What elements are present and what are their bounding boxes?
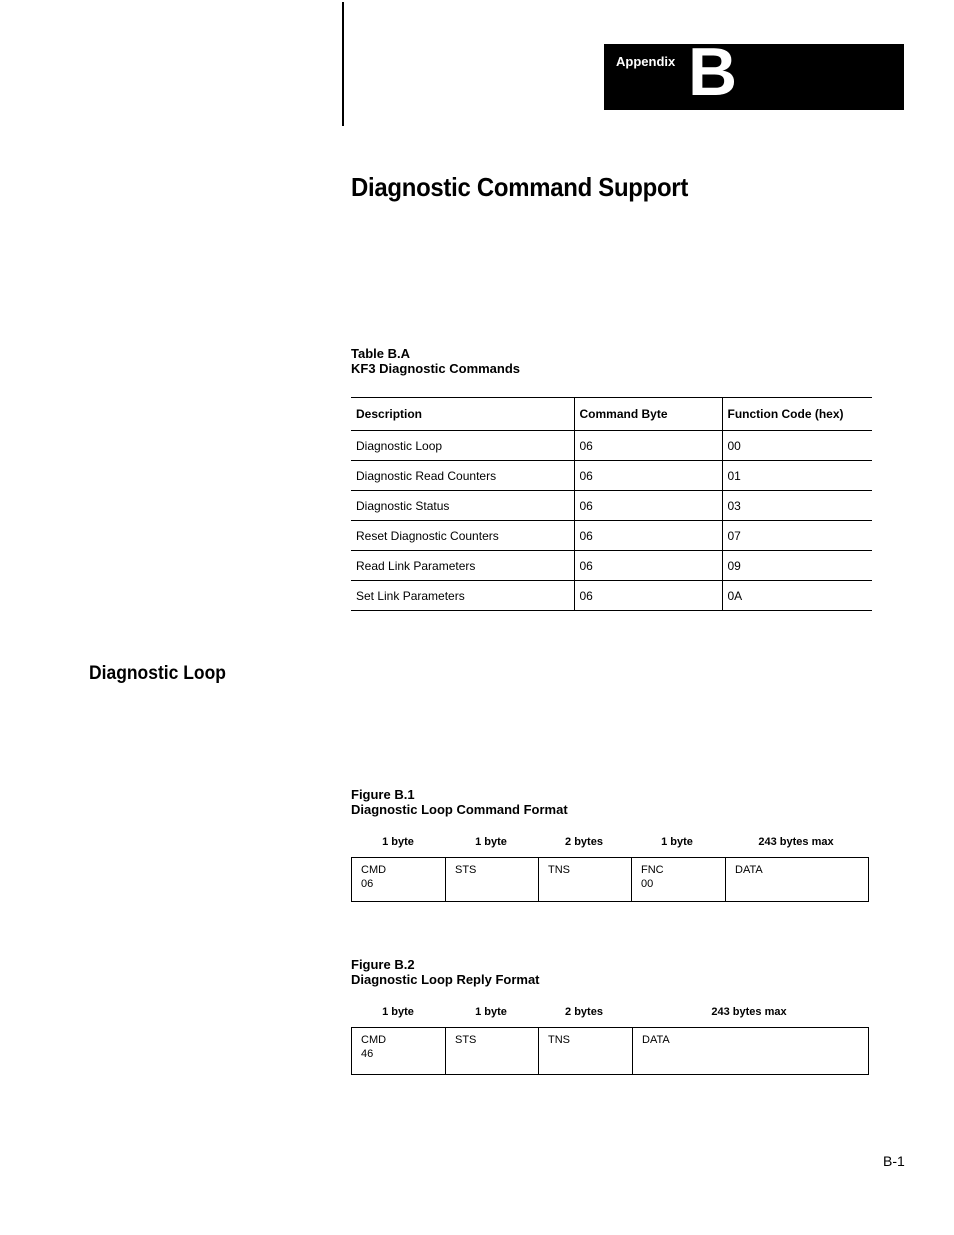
- header-function-code: Function Code (hex): [722, 398, 872, 431]
- cell-function-code: 07: [722, 521, 872, 551]
- field-name: STS: [455, 864, 477, 876]
- cell-command-byte: 06: [574, 551, 722, 581]
- field-cmd: [352, 858, 445, 901]
- size-label: 1 byte: [475, 1006, 507, 1018]
- size-label: 2 bytes: [565, 1006, 603, 1018]
- size-label: 243 bytes max: [758, 836, 834, 848]
- table-caption-title: KF3 Diagnostic Commands: [351, 361, 521, 376]
- cell-function-code: 01: [722, 461, 872, 491]
- appendix-label: Appendix: [616, 54, 676, 69]
- cell-description: Diagnostic Loop: [351, 431, 574, 461]
- kf3-diagnostic-commands-table: [351, 397, 872, 611]
- table-caption: [351, 346, 520, 376]
- cell-description: Diagnostic Read Counters: [351, 461, 574, 491]
- figure-1-caption: [351, 787, 568, 817]
- field-tns: [538, 858, 631, 901]
- cell-command-byte: 06: [574, 521, 722, 551]
- page-title: Diagnostic Command Support: [351, 172, 689, 202]
- field-tns: [538, 1028, 632, 1074]
- cell-function-code: 03: [722, 491, 872, 521]
- size-label: 1 byte: [382, 836, 414, 848]
- field-cmd: [352, 1028, 445, 1074]
- table-header-row: [351, 398, 872, 431]
- margin-rule: [342, 2, 344, 126]
- cell-command-byte: 06: [574, 491, 722, 521]
- field-name: CMD: [361, 864, 387, 876]
- size-label: 1 byte: [382, 1006, 414, 1018]
- size-label: 1 byte: [475, 836, 507, 848]
- cell-function-code: 09: [722, 551, 872, 581]
- cell-description: Reset Diagnostic Counters: [351, 521, 574, 551]
- field-fnc: [631, 858, 725, 901]
- cell-command-byte: 06: [574, 431, 722, 461]
- figure-1-caption-number: Figure B.1: [351, 787, 415, 802]
- appendix-letter: B: [688, 34, 738, 110]
- cell-function-code: 00: [722, 431, 872, 461]
- field-name: CMD: [361, 1034, 387, 1046]
- field-value: 06: [361, 878, 374, 890]
- size-label: 243 bytes max: [711, 1006, 787, 1018]
- table-row: [351, 491, 872, 521]
- field-data: [632, 1028, 868, 1074]
- table-row: [351, 581, 872, 611]
- field-name: TNS: [548, 1034, 570, 1046]
- table-caption-number: Table B.A: [351, 346, 410, 361]
- cell-description: Diagnostic Status: [351, 491, 574, 521]
- figure-2-caption-title: Diagnostic Loop Reply Format: [351, 972, 540, 987]
- section-heading: Diagnostic Loop: [89, 663, 226, 684]
- field-sts: [445, 858, 538, 901]
- figure-2-caption: [351, 957, 540, 987]
- field-value: 46: [361, 1048, 374, 1060]
- field-name: DATA: [642, 1034, 670, 1046]
- cell-description: Read Link Parameters: [351, 551, 574, 581]
- table-row: [351, 551, 872, 581]
- table-row: [351, 431, 872, 461]
- cell-description: Set Link Parameters: [351, 581, 574, 611]
- size-label: 2 bytes: [565, 836, 603, 848]
- field-name: DATA: [735, 864, 763, 876]
- page-number: B-1: [883, 1153, 905, 1169]
- field-name: STS: [455, 1034, 477, 1046]
- header-command-byte: Command Byte: [574, 398, 722, 431]
- figure-2-caption-number: Figure B.2: [351, 957, 415, 972]
- field-name: TNS: [548, 864, 570, 876]
- cell-command-byte: 06: [574, 581, 722, 611]
- field-data: [725, 858, 868, 901]
- figure-2-size-labels: [351, 1006, 869, 1020]
- field-value: 00: [641, 878, 654, 890]
- table-row: [351, 461, 872, 491]
- cell-function-code: 0A: [722, 581, 872, 611]
- table-row: [351, 521, 872, 551]
- command-format-frame: [351, 857, 869, 902]
- field-sts: [445, 1028, 538, 1074]
- field-name: FNC: [641, 864, 664, 876]
- appendix-tab: [604, 34, 904, 110]
- reply-format-frame: [351, 1027, 869, 1075]
- size-label: 1 byte: [661, 836, 693, 848]
- cell-command-byte: 06: [574, 461, 722, 491]
- figure-1-size-labels: [351, 836, 869, 850]
- figure-1-caption-title: Diagnostic Loop Command Format: [351, 802, 568, 817]
- header-description: Description: [351, 398, 574, 431]
